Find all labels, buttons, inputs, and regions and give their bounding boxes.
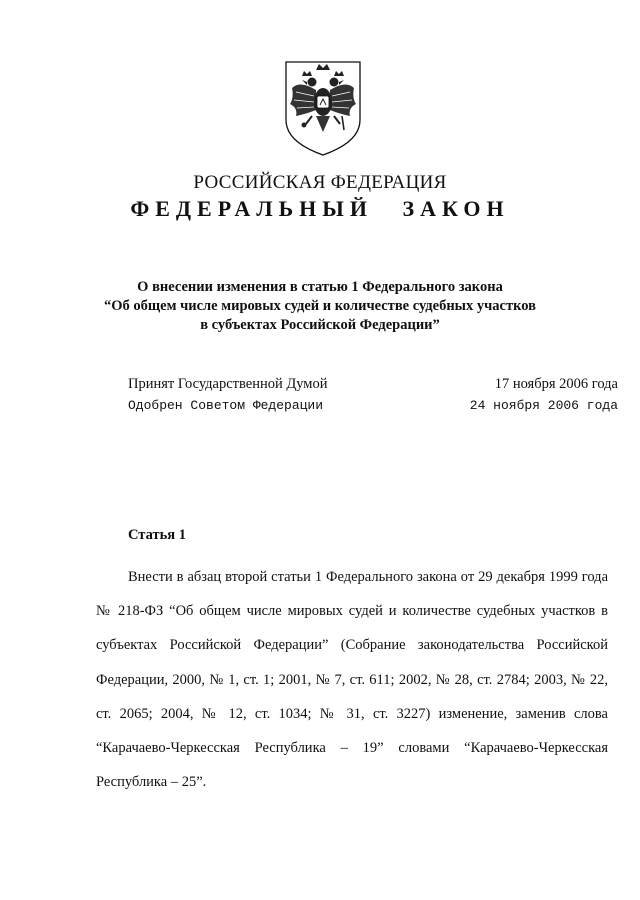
- adoption-row-federation-council: [128, 395, 618, 416]
- law-title-line: в субъектах Российской Федерации”: [200, 317, 440, 333]
- adoption-date: 17 ноября 2006 года: [494, 376, 618, 392]
- adoption-label: Принят Государственной Думой: [128, 376, 328, 392]
- document-type: ФЕДЕРАЛЬНЫЙ ЗАКОН: [130, 196, 510, 221]
- article-heading: Статья 1: [128, 527, 186, 543]
- russian-coat-of-arms-icon: [282, 58, 364, 158]
- adoption-block: [128, 374, 618, 416]
- law-title-line: “Об общем числе мировых судей и количестве судебных участков: [104, 298, 536, 314]
- adoption-label: Одобрен Советом Федерации: [128, 398, 324, 413]
- country-name: РОССИЙСКАЯ ФЕДЕРАЦИЯ: [193, 172, 447, 193]
- adoption-row-duma: [128, 374, 618, 395]
- article-body: Внести в абзац второй статьи 1 Федерального закона от 29 декабря 1999 года № 218-ФЗ “Об общем числе мировых судей и количестве судебных участков в субъектах Российской Федерации” (Собрание законодательства Российской Федерации, 2000, № 1, ст. 1; 2001, № 7, ст. 611; 2002, № 28, ст. 2784; 2003, № 22, ст. 2065; 2004, № 12, ст. 1034; № 31, ст. 3227) изменение, заменив слова “Карачаево-Черкесская Республика – 19” словами “Карачаево-Черкесская Республика – 25”.: [96, 569, 608, 791]
- law-title: [0, 278, 640, 335]
- law-title-line: О внесении изменения в статью 1 Федерального закона: [137, 279, 503, 295]
- adoption-date: 24 ноября 2006 года: [469, 398, 618, 413]
